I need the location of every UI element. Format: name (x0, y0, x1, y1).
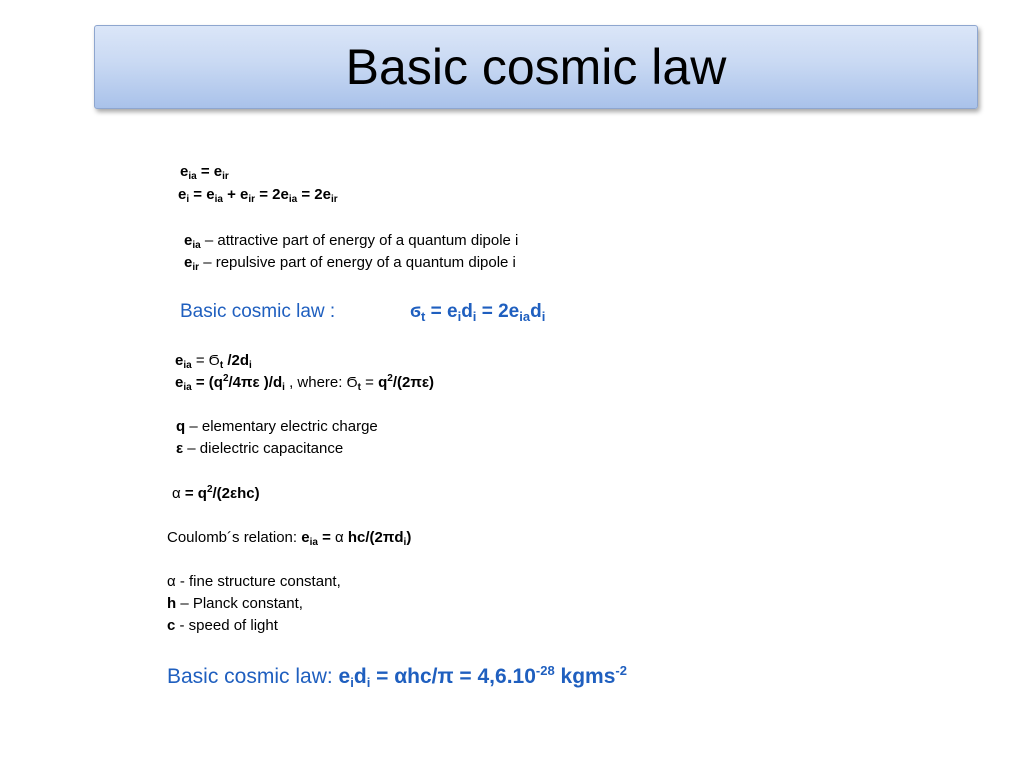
symbol-alpha: α (167, 573, 176, 590)
symbol-d: d (530, 301, 542, 322)
symbol-d: d (461, 301, 473, 322)
symbol-e: e (184, 254, 193, 271)
definition-q (176, 418, 378, 436)
subscript-ir: ir (330, 194, 338, 205)
superscript-neg28: -28 (535, 663, 555, 678)
subscript-i: i (282, 382, 285, 393)
equals-two: = 2 (297, 186, 323, 203)
definition-text: – dielectric capacitance (183, 440, 344, 457)
definition-text: - fine structure constant, (175, 573, 341, 590)
symbol-e: e (175, 352, 184, 369)
symbol-e: e (322, 186, 331, 203)
symbol-d: d (353, 665, 367, 688)
subscript-t: t (357, 382, 362, 393)
equation-eia-eir (180, 163, 229, 181)
symbol-c: c (167, 617, 176, 634)
subscript-i: i (350, 675, 354, 690)
symbol-e: e (184, 232, 193, 249)
symbol-e: e (180, 163, 189, 180)
equation-eia-charge (175, 374, 434, 392)
equals: = (425, 301, 447, 322)
equation-part: ) (406, 529, 412, 546)
final-cosmic-law (167, 664, 627, 690)
equation-part: = αhc/π = 4,6.10 (370, 665, 536, 688)
subscript-ia: ia (288, 194, 298, 205)
symbol-alpha: α (335, 529, 344, 546)
symbol-e: e (213, 163, 223, 180)
subscript-ia: ia (183, 382, 192, 393)
symbol-e: e (280, 186, 289, 203)
symbol-q: q (378, 374, 388, 391)
subscript-t: t (219, 360, 224, 371)
equation-part: /4πε )/d (228, 374, 283, 391)
subscript-ia: ia (309, 537, 318, 548)
subscript-i: i (186, 194, 190, 205)
equals: = (191, 352, 209, 369)
title-box (94, 25, 978, 109)
units: kgms (554, 665, 616, 688)
definition-text: – Planck constant, (176, 595, 303, 612)
equation-part: hc/(2πd (343, 529, 404, 546)
subscript-ir: ir (248, 194, 256, 205)
equation-alpha (172, 485, 260, 503)
subscript-i: i (403, 537, 407, 548)
plus: + (222, 186, 241, 203)
equation-part: = (q (191, 374, 223, 391)
subscript-i: i (249, 360, 252, 371)
subscript-ir: ir (222, 171, 229, 182)
symbol-alpha: α (172, 485, 181, 502)
symbol-e: e (508, 301, 520, 322)
equation-eia-sigma (175, 352, 252, 370)
superscript-neg2: -2 (615, 663, 627, 678)
subscript-t: t (420, 309, 426, 324)
subscript-ia: ia (214, 194, 223, 205)
subscript-i: i (472, 309, 477, 324)
definition-text: - speed of light (175, 617, 278, 634)
definition-text: – repulsive part of energy of a quantum dipole i (203, 254, 516, 271)
definition-eia (184, 232, 518, 250)
superscript-2: 2 (387, 373, 393, 384)
equals-two: = 2 (255, 186, 281, 203)
subscript-i: i (541, 309, 546, 324)
equals-two: = 2 (476, 301, 509, 322)
definition-h (167, 595, 303, 613)
definition-epsilon (176, 440, 343, 458)
definition-c (167, 617, 278, 635)
symbol-sigma: Ϭ (346, 374, 358, 391)
definition-alpha (167, 573, 341, 591)
symbol-e: e (240, 186, 249, 203)
symbol-e: e (175, 374, 184, 391)
symbol-e: e (178, 186, 187, 203)
symbol-e: e (446, 301, 458, 322)
coulomb-relation (167, 529, 411, 547)
slide-title: Basic cosmic law (345, 39, 727, 95)
equals: = (317, 529, 336, 546)
equation-part: /(2πε) (392, 374, 434, 391)
symbol-e: e (301, 529, 310, 546)
subscript-i: i (457, 309, 462, 324)
equals: = (196, 163, 214, 180)
symbol-h: h (167, 595, 177, 612)
symbol-e: e (338, 665, 351, 688)
symbol-epsilon: ε (176, 440, 184, 457)
subscript-ia: ia (183, 360, 192, 371)
symbol-e: e (206, 186, 215, 203)
equals: = (189, 186, 207, 203)
equals: = (361, 374, 379, 391)
symbol-q: q (176, 418, 186, 435)
coulomb-label: Coulomb´s relation: (167, 529, 302, 546)
subscript-i: i (366, 675, 371, 690)
definition-text: – elementary electric charge (185, 418, 378, 435)
subscript-ia: ia (519, 309, 531, 324)
equation-part: = q (180, 485, 207, 502)
subscript-ir: ir (192, 262, 200, 273)
equation-ei-sum (178, 186, 338, 204)
definition-eir (184, 254, 516, 272)
symbol-sigma: Ϭ (208, 352, 220, 369)
superscript-2: 2 (206, 484, 213, 495)
final-law-label: Basic cosmic law: (167, 665, 339, 688)
superscript-2: 2 (222, 373, 229, 384)
equation-tail: /2d (223, 352, 250, 369)
basic-cosmic-law-equation (410, 300, 545, 324)
equation-part: /(2εhc) (212, 485, 260, 502)
subscript-ia: ia (192, 240, 201, 251)
basic-cosmic-law-label: Basic cosmic law : (180, 301, 336, 322)
definition-text: – attractive part of energy of a quantum dipole i (204, 232, 519, 249)
subscript-ia: ia (188, 171, 197, 182)
where-text: , where: (284, 374, 347, 391)
symbol-sigma: ϭ (410, 301, 421, 322)
